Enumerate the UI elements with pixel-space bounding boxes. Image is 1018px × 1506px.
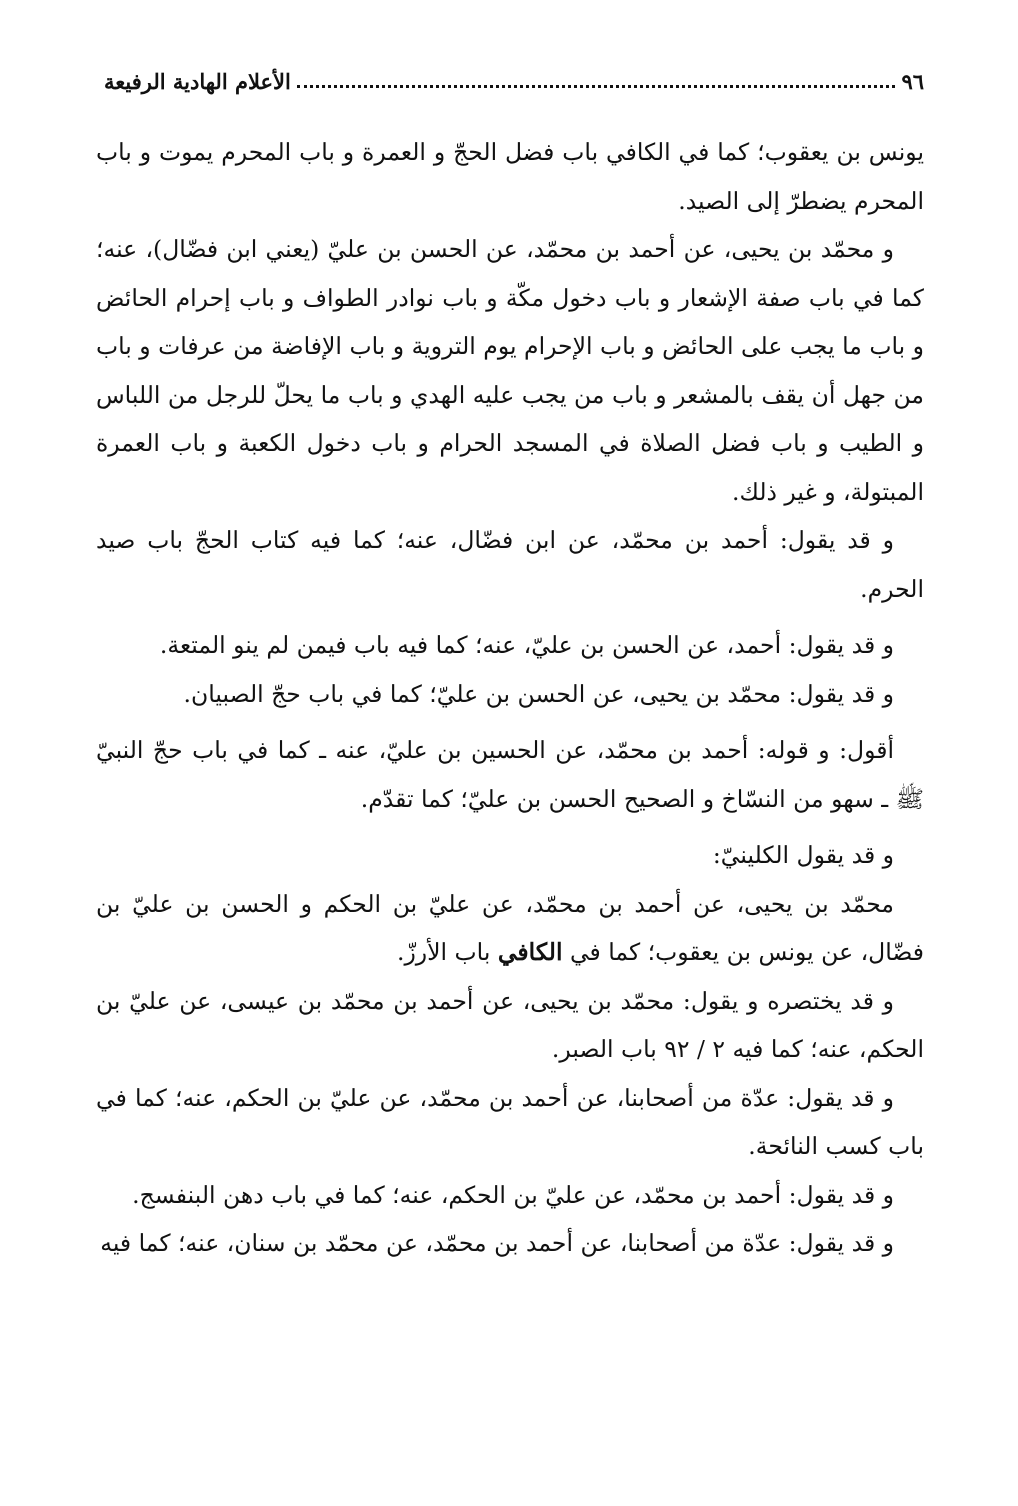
page-number: ٩٦ — [901, 69, 924, 94]
paragraph: و قد يقول: عدّة من أصحابنا، عن أحمد بن محمّد، عن عليّ بن الحكم، عنه؛ كما في باب كسب النائحة. — [96, 1083, 924, 1160]
paragraph: و قد يقول: أحمد بن محمّد، عن عليّ بن الحكم، عنه؛ كما في باب دهن البنفسج. — [132, 1180, 894, 1209]
running-title: الأعلام الهادية الرفيعة — [104, 69, 291, 94]
body-text — [96, 128, 924, 1268]
paragraph — [96, 880, 924, 977]
paragraph: و قد يقول: أحمد، عن الحسن بن عليّ، عنه؛ كما فيه باب فيمن لم ينو المتعة. — [159, 631, 894, 659]
paragraph: و قد يختصره و يقول: محمّد بن يحيى، عن أحمد بن محمّد بن عيسى، عن عليّ بن الحكم، عنه؛ كما فيه ٢ / ٩٢ باب الصبر. — [96, 986, 924, 1063]
paragraph-text: محمّد بن يحيى، عن أحمد بن محمّد، عن عليّ بن الحكم و الحسن بن عليّ بن فضّال، عن يونس بن يعقوب؛ كما في — [96, 889, 924, 966]
paragraph: و قد يقول: أحمد بن محمّد، عن ابن فضّال، عنه؛ كما فيه كتاب الحجّ باب صيد الحرم. — [96, 526, 924, 603]
paragraph: و محمّد بن يحيى، عن أحمد بن محمّد، عن الحسن بن عليّ (يعني ابن فضّال)، عنه؛ كما في باب صفة الإشعار و باب دخول مكّة و باب نوادر الطواف و باب إحرام الحائض و باب ما يجب على الحائض و باب الإحرام يوم التروية و باب الإفاضة من عرفات و باب من جهل أن يقف بالمشعر و باب من يجب عليه الهدي و باب ما يحلّ للرجل من اللباس و الطيب و باب فضل الصلاة في المسجد الحرام و باب دخول الكعبة و باب العمرة المبتولة، و غير ذلك. — [96, 235, 924, 506]
paragraph: و قد يقول الكلينيّ: — [712, 841, 894, 869]
paragraph: يونس بن يعقوب؛ كما في الكافي باب فضل الحجّ و العمرة و باب المحرم يموت و باب المحرم يضطرّ إلى الصيد. — [96, 138, 924, 215]
paragraph: و قد يقول: محمّد بن يحيى، عن الحسن بن عليّ؛ كما في باب حجّ الصبيان. — [183, 679, 894, 708]
running-header — [104, 50, 924, 94]
paragraph-text: باب الأرزّ. — [396, 938, 498, 966]
paragraph: أقول: و قوله: أحمد بن محمّد، عن الحسين بن عليّ، عنه ـ كما في باب حجّ النبيّ ﷺ ـ سهو من النسّاخ و الصحيح الحسن بن عليّ؛ كما تقدّم. — [96, 736, 924, 813]
dotted-leader — [297, 85, 896, 88]
book-title: الكافي — [497, 938, 563, 966]
paragraph: و قد يقول: عدّة من أصحابنا، عن أحمد بن محمّد، عن محمّد بن سنان، عنه؛ كما فيه — [100, 1229, 894, 1257]
